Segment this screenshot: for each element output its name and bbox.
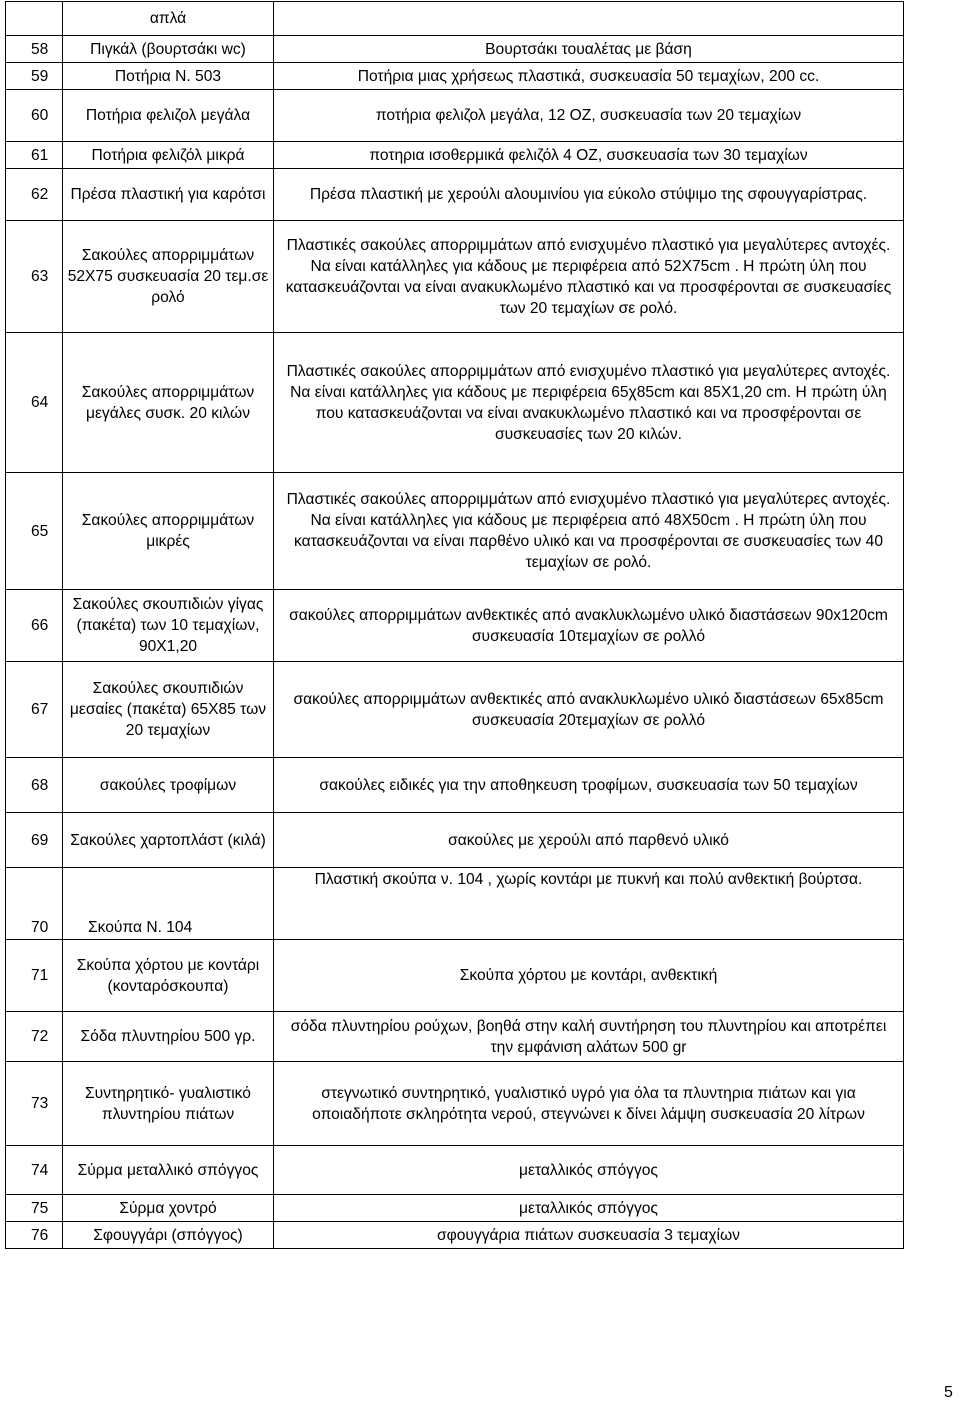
item-name: Ποτήρια φελιζολ μεγάλα [63,90,274,142]
item-description: Πρέσα πλαστική με χερούλι αλουμινίου για εύκολο στύψιμο της σφουγγαρίστρας. [274,169,904,221]
item-name: Σακούλες απορριμμάτων 52Χ75 συσκευασία 20 τεμ.σε ρολό [63,221,274,333]
item-description: ποτήρια φελιζολ μεγάλα, 12 OZ, συσκευασία των 20 τεμαχίων [274,90,904,142]
item-description: στεγνωτικό συντηρητικό, γυαλιστικό υγρό για όλα τα πλυντηρια πιάτων και για οποιαδήποτε σκληρότητα νερού, στεγνώνει κ δίνει λάμψη συσκευασία 20 λίτρων [274,1062,904,1146]
table-row [6,1195,904,1222]
table-row [6,2,904,36]
row-number: 65 [6,473,63,590]
table-row [6,590,904,662]
table-row [6,940,904,1012]
item-description: σακούλες απορριμμάτων ανθεκτικές από ανακλυκλωμένο υλικό διαστάσεων 90x120cm συσκευασία 10τεμαχίων σε ρολλό [274,590,904,662]
item-description: σακούλες ειδικές για την αποθηκευση τροφίμων, συσκευασία των 50 τεμαχίων [274,758,904,813]
items-table [5,1,904,1249]
item-name: Σακούλες απορριμμάτων μικρές [63,473,274,590]
row-number: 64 [6,333,63,473]
item-description: Πλαστική σκούπα ν. 104 , χωρίς κοντάρι με πυκνή και πολύ ανθεκτική βούρτσα. [274,868,904,940]
item-description: Ποτήρια μιας χρήσεως πλαστικά, συσκευασία 50 τεμαχίων, 200 cc. [274,63,904,90]
item-name: Ποτήρια φελιζόλ μικρά [63,142,274,169]
table-row [6,36,904,63]
item-name: σακούλες τροφίμων [63,758,274,813]
row-number: 61 [6,142,63,169]
item-name: Σακούλες σκουπιδιών μεσαίες (πακέτα) 65Χ85 των 20 τεμαχίων [63,662,274,758]
row-number: 58 [6,36,63,63]
row-number: 75 [6,1195,63,1222]
table-row [6,63,904,90]
item-name: Σφουγγάρι (σπόγγος) [63,1222,274,1249]
table-row [6,868,904,940]
row-number: 63 [6,221,63,333]
row-number: 69 [6,813,63,868]
item-name: Πρέσα πλαστική για καρότσι [63,169,274,221]
table-row [6,1012,904,1062]
item-description: μεταλλικός σπόγγος [274,1146,904,1195]
item-description: σακούλες με χερούλι από παρθενό υλικό [274,813,904,868]
item-name: Σόδα πλυντηρίου 500 γρ. [63,1012,274,1062]
item-description: σφουγγάρια πιάτων συσκευασία 3 τεμαχίων [274,1222,904,1249]
item-description: σόδα πλυντηρίου ρούχων, βοηθά στην καλή συντήρηση του πλυντηρίου και αποτρέπει την εμφάνιση αλάτων 500 gr [274,1012,904,1062]
item-name: απλά [63,2,274,36]
item-description: μεταλλικός σπόγγος [274,1195,904,1222]
row-number: 68 [6,758,63,813]
table-row [6,1146,904,1195]
row-number: 62 [6,169,63,221]
table-row [6,90,904,142]
item-name: Σκούπα χόρτου με κοντάρι (κονταρόσκουπα) [63,940,274,1012]
item-description: Βουρτσάκι τουαλέτας με βάση [274,36,904,63]
row-number: 60 [6,90,63,142]
table-row [6,221,904,333]
item-name: Σύρμα μεταλλικό σπόγγος [63,1146,274,1195]
table-row [6,1062,904,1146]
page-number: 5 [944,1384,953,1401]
row-number: 74 [6,1146,63,1195]
item-description: σακούλες απορριμμάτων ανθεκτικές από ανακλυκλωμένο υλικό διαστάσεων 65x85cm συσκευασία 20τεμαχίων σε ρολλό [274,662,904,758]
table-row [6,169,904,221]
item-name: Σακούλες απορριμμάτων μεγάλες συσκ. 20 κιλών [63,333,274,473]
table-row [6,662,904,758]
item-name: Ποτήρια Ν. 503 [63,63,274,90]
table-row [6,473,904,590]
item-description: Πλαστικές σακούλες απορριμμάτων από ενισχυμένο πλαστικό για μεγαλύτερες αντοχές. Να είναι κατάλληλες για κάδους με περιφέρεια από 48Χ50cm . Η πρώτη ύλη που κατασκευάζονται να είναι παρθένο υλικό και να προσφέρονται σε συσκευασίες των 40 τεμαχίων σε ρολό. [274,473,904,590]
table-row [6,142,904,169]
item-description: Πλαστικές σακούλες απορριμμάτων από ενισχυμένο πλαστικό για μεγαλύτερες αντοχές. Να είναι κατάλληλες για κάδους με περιφέρεια 65χ85cm και 85Χ1,20 cm. Η πρώτη ύλη που κατασκευάζονται να είναι ανακυκλωμένο πλαστικό και να προσφέρονται σε συσκευασίες των 20 κιλών. [274,333,904,473]
item-name: Σακούλες χαρτοπλάστ (κιλά) [63,813,274,868]
table-row [6,758,904,813]
row-number: 66 [6,590,63,662]
item-description: ποτηρια ισοθερμικά φελιζόλ 4 OZ, συσκευασία των 30 τεμαχίων [274,142,904,169]
row-number: 59 [6,63,63,90]
item-name: Συντηρητικό- γυαλιστικό πλυντηρίου πιάτων [63,1062,274,1146]
row-number: 73 [6,1062,63,1146]
table-row [6,1222,904,1249]
row-number: 76 [6,1222,63,1249]
item-description: Σκούπα χόρτου με κοντάρι, ανθεκτική [274,940,904,1012]
row-number: 70 [6,868,63,940]
item-name: Σύρμα χοντρό [63,1195,274,1222]
table-row [6,813,904,868]
item-description: Πλαστικές σακούλες απορριμμάτων από ενισχυμένο πλαστικό για μεγαλύτερες αντοχές. Να είναι κατάλληλες για κάδους με περιφέρεια από 52Χ75cm . Η πρώτη ύλη που κατασκευάζονται να είναι ανακυκλωμένο πλαστικό και να προσφέρονται σε συσκευασίες των 20 τεμαχίων σε ρολό. [274,221,904,333]
item-name: Σκούπα Ν. 104 [63,868,274,940]
row-number [6,2,63,36]
items-table-body [6,2,904,1249]
item-name: Πιγκάλ (βουρτσάκι wc) [63,36,274,63]
row-number: 67 [6,662,63,758]
item-description [274,2,904,36]
row-number: 71 [6,940,63,1012]
row-number: 72 [6,1012,63,1062]
table-row [6,333,904,473]
item-name: Σακούλες σκουπιδιών γίγας (πακέτα) των 10 τεμαχίων, 90Χ1,20 [63,590,274,662]
